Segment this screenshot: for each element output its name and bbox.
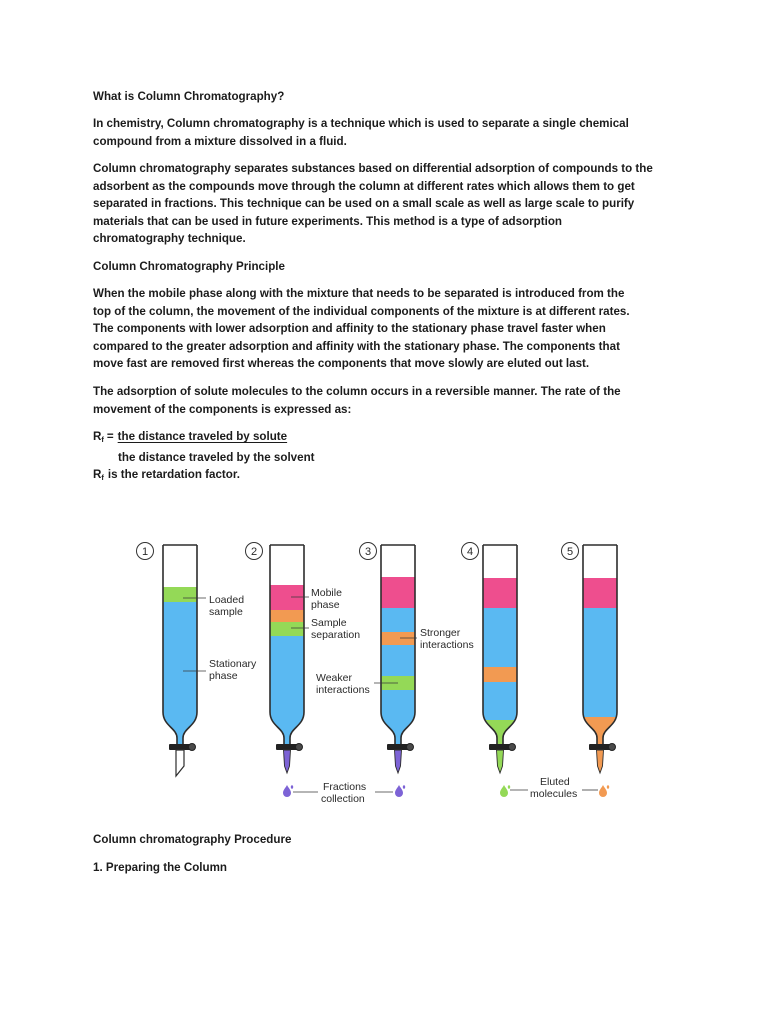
label-stationary-phase — [209, 658, 259, 682]
label-fractions-collection — [321, 781, 369, 805]
column-2-stopcock — [276, 744, 303, 751]
eluted-drop-4 — [500, 785, 510, 797]
drop-icon — [283, 785, 291, 797]
column-3-mobile-phase-band — [378, 577, 418, 608]
label-line: sample — [209, 606, 243, 618]
column-1-stationary-phase — [160, 602, 200, 747]
rf-subscript: f — [101, 435, 104, 444]
label-line: interactions — [420, 639, 474, 651]
column-2-outlet-tip — [284, 750, 291, 773]
paragraph-line: movement of the components is expressed as: — [93, 402, 352, 416]
column-2 — [267, 545, 307, 773]
label-line: Weaker — [316, 672, 352, 684]
column-4-outlet-tip — [497, 750, 504, 773]
column-3-outlet-tip — [395, 750, 402, 773]
label-line: molecules — [530, 788, 578, 800]
stopcock-knob — [407, 744, 414, 751]
column-1 — [160, 545, 200, 776]
column-4-stopcock — [489, 744, 516, 751]
paragraph-line: In chemistry, Column chromatography is a technique which is used to separate a single chemical — [93, 117, 629, 130]
column-4-orange-band — [480, 667, 520, 682]
label-line: phase — [209, 670, 238, 682]
paragraph-line: compound from a mixture dissolved in a fluid. — [93, 134, 347, 148]
fraction-drop-3 — [395, 785, 405, 797]
heading-text: Column Chromatography Principle — [93, 260, 285, 273]
paragraph-line: materials that can be used in future experiments. This method is a type of adsorption — [93, 214, 562, 228]
column-1-loaded-sample-band — [160, 587, 200, 602]
column-4-eluting-green-band — [480, 720, 520, 747]
paragraph-line: The components with lower adsorption and affinity to the stationary phase travel faster when — [93, 322, 606, 335]
step-number-text: 2 — [250, 546, 258, 558]
column-3-stationary-phase-lower — [378, 690, 418, 747]
heading-text: 1. Preparing the Column — [93, 861, 227, 874]
column-5-stopcock — [589, 744, 616, 751]
stopcock-body — [387, 744, 409, 750]
paragraph-line: Column chromatography separates substances based on differential adsorption of compounds to the — [93, 162, 653, 175]
label-line: Loaded — [209, 594, 245, 606]
paragraph-line: move fast are removed first whereas the components that move slowly are eluted out last. — [93, 357, 590, 370]
formula-numerator: the distance traveled by solute — [117, 430, 288, 443]
stopcock-knob — [609, 744, 616, 751]
paragraph-line: compared to the greater adsorption and affinity with the stationary phase. The components that — [93, 339, 620, 353]
paragraph-line: top of the column, the movement of the individual components of the mixture is at different rates. — [93, 304, 630, 318]
drop-fleck — [508, 785, 510, 789]
drop-fleck — [291, 785, 293, 789]
heading-text: What is Column Chromatography? — [93, 90, 285, 103]
paragraph-line: adsorbent as the compounds move through the column at different rates which allows them to get — [93, 179, 635, 193]
stopcock-knob — [509, 744, 516, 751]
column-4-stationary-phase-upper — [480, 608, 520, 667]
label-loaded-sample — [209, 594, 247, 618]
rf-subscript: f — [101, 473, 104, 482]
column-5-outlet-tip — [597, 750, 604, 773]
equals-sign: = — [106, 430, 114, 443]
column-chromatography-diagram — [0, 530, 768, 820]
stopcock-knob — [189, 744, 196, 751]
stopcock-body — [589, 744, 611, 750]
heading-text: Column chromatography Procedure — [93, 833, 292, 846]
heading-what-is-column-chromatography — [93, 88, 284, 106]
step-number-4 — [462, 543, 479, 560]
column-3 — [378, 545, 418, 773]
step-number-text: 5 — [566, 546, 574, 558]
label-line: phase — [311, 599, 340, 611]
stopcock-body — [489, 744, 511, 750]
column-3-stronger-interactions-band — [378, 632, 418, 645]
step-number-5 — [562, 543, 579, 560]
label-mobile-phase — [311, 587, 345, 611]
column-5-stationary-phase — [580, 608, 620, 717]
step-number-3 — [360, 543, 377, 560]
column-4-stationary-phase-lower — [480, 682, 520, 720]
step-number-1 — [137, 543, 154, 560]
description-paragraph — [93, 160, 653, 248]
stopcock-body — [276, 744, 298, 750]
column-2-stationary-phase — [267, 636, 307, 747]
step-number-text: 3 — [364, 546, 372, 558]
step-number-text: 4 — [466, 546, 474, 558]
drop-icon — [500, 785, 508, 797]
label-line: interactions — [316, 684, 370, 696]
column-2-mobile-phase-band — [267, 585, 307, 610]
rf-definition: is the retardation factor. — [107, 468, 240, 481]
drop-fleck — [607, 785, 609, 789]
label-stronger-interactions — [420, 627, 474, 651]
formula-numerator-line — [93, 428, 315, 449]
label-line: Stationary — [209, 658, 257, 670]
column-2-green-band — [267, 622, 307, 636]
paragraph-line: separated in fractions. This technique can be used on a small scale as well as large scale to purify — [93, 197, 635, 210]
label-eluted-molecules — [530, 776, 577, 800]
paragraph-line: chromatography technique. — [93, 232, 246, 245]
column-5 — [580, 545, 620, 773]
fraction-drop-2 — [283, 785, 293, 797]
drop-icon — [395, 785, 403, 797]
rf-definition-line — [93, 466, 315, 487]
principle-paragraph — [93, 285, 630, 373]
column-3-stopcock — [387, 744, 414, 751]
label-weaker-interactions — [316, 672, 370, 696]
formula-denominator: the distance traveled by the solvent — [118, 450, 315, 464]
paragraph-line: The adsorption of solute molecules to the column occurs in a reversible manner. The rate of the — [93, 385, 621, 398]
column-3-stationary-phase-upper — [378, 608, 418, 632]
label-sample-separation — [311, 617, 360, 641]
rate-paragraph — [93, 383, 621, 418]
drop-fleck — [403, 785, 405, 789]
paragraph-line: When the mobile phase along with the mixture that needs to be separated is introduced from the — [93, 287, 625, 300]
rf-formula — [93, 428, 315, 487]
stopcock-knob — [296, 744, 303, 751]
rf-symbol: R — [93, 468, 102, 481]
label-line: collection — [321, 793, 365, 805]
label-line: Stronger — [420, 627, 461, 639]
rf-symbol: R — [93, 430, 102, 443]
label-line: Sample — [311, 617, 347, 629]
stopcock-body — [169, 744, 191, 750]
heading-step-1 — [93, 859, 227, 877]
column-3-stationary-phase-middle — [378, 645, 418, 676]
eluted-drop-5 — [599, 785, 609, 797]
intro-paragraph — [93, 115, 629, 150]
column-4 — [480, 545, 520, 773]
column-5-mobile-phase-band — [580, 578, 620, 608]
step-number-2 — [246, 543, 263, 560]
column-2-orange-band — [267, 610, 307, 622]
step-number-text: 1 — [141, 546, 149, 558]
label-line: Eluted — [540, 776, 570, 788]
label-line: Mobile — [311, 587, 342, 599]
drop-icon — [599, 785, 607, 797]
label-line: separation — [311, 629, 361, 641]
heading-principle — [93, 258, 285, 276]
label-line: Fractions — [323, 781, 367, 793]
heading-procedure — [93, 831, 291, 849]
column-4-mobile-phase-band — [480, 578, 520, 608]
column-1-outlet-tip — [176, 750, 184, 776]
